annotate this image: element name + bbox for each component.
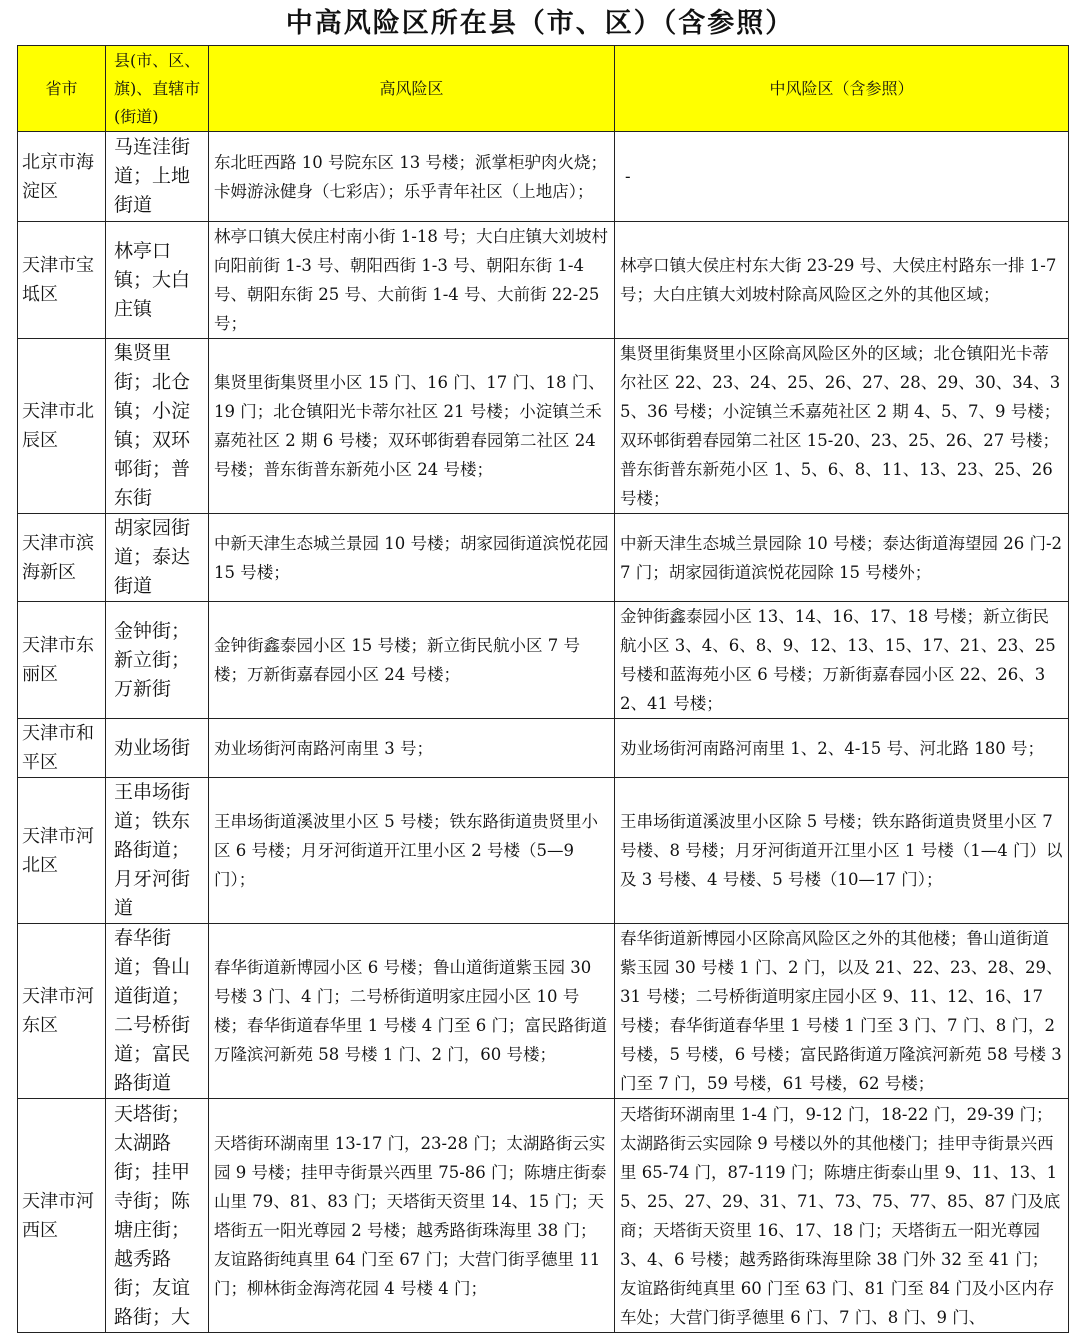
county-cell: 金钟街；新立街；万新街 [106,602,209,719]
table-row [18,778,1069,924]
header-province: 省市 [18,46,106,132]
county-cell: 王串场街道；铁东路街道；月牙河街道 [106,778,209,924]
table-row [18,924,1069,1099]
mid-risk-cell: - [615,132,1069,222]
county-cell: 劝业场街 [106,719,209,778]
county-cell: 林亭口镇；大白庄镇 [106,222,209,339]
header-high-risk: 高风险区 [209,46,615,132]
high-risk-cell: 天塔街环湖南里 13-17 门，23-28 门；太湖路街云实园 9 号楼；挂甲寺街景兴西里 75-86 门；陈塘庄街泰山里 79、81、83 门；天塔街天资里 14、15 门；天塔街五一阳光尊园 2 号楼；越秀路街珠海里 38 门；友谊路街纯真里 64 门至 67 门；大营门街孚德里 11 门；柳林街金海湾花园 4 号楼 4 门； [209,1099,615,1333]
mid-risk-cell: 劝业场街河南路河南里 1、2、4-15 号、河北路 180 号； [615,719,1069,778]
table-row [18,514,1069,602]
county-cell: 春华街道；鲁山道街道；二号桥街道；富民路街道 [106,924,209,1099]
province-cell: 天津市宝坻区 [18,222,106,339]
province-cell: 天津市河西区 [18,1099,106,1333]
high-risk-cell: 林亭口镇大侯庄村南小街 1-18 号；大白庄镇大刘坡村向阳前街 1-3 号、朝阳西街 1-3 号、朝阳东街 1-4 号、朝阳东街 25 号、大前街 1-4 号、大前街 22-25 号； [209,222,615,339]
high-risk-cell: 东北旺西路 10 号院东区 13 号楼；派掌柜驴肉火烧；卡姆游泳健身（七彩店）；乐乎青年社区（上地店）； [209,132,615,222]
mid-risk-cell: 集贤里街集贤里小区除高风险区外的区域；北仓镇阳光卡蒂尔社区 22、23、24、25、26、27、28、29、30、34、35、36 号楼；小淀镇兰禾嘉苑社区 2 期 4、5、7、9 号楼；双环邨街碧春园第二社区 15-20、23、25、26、27 号楼；普东街普东新苑小区 1、5、6、8、11、13、23、25、26 号楼； [615,339,1069,514]
high-risk-cell: 中新天津生态城兰景园 10 号楼；胡家园街道滨悦花园 15 号楼； [209,514,615,602]
table-row [18,719,1069,778]
table-row [18,339,1069,514]
page-title: 中高风险区所在县（市、区）（含参照） [285,8,795,39]
risk-area-table [17,45,1069,1333]
high-risk-cell: 金钟街鑫泰园小区 15 号楼；新立街民航小区 7 号楼；万新街嘉春园小区 24 号楼； [209,602,615,719]
county-cell: 天塔街；太湖路街；挂甲寺街；陈塘庄街；越秀路街；友谊路街；大 [106,1099,209,1333]
mid-risk-cell: 中新天津生态城兰景园除 10 号楼；泰达街道海望园 26 门-27 门；胡家园街道滨悦花园除 15 号楼外； [615,514,1069,602]
table-row [18,602,1069,719]
mid-risk-cell: 春华街道新博园小区除高风险区之外的其他楼；鲁山道街道紫玉园 30 号楼 1 门、2 门，以及 21、22、23、28、29、31 号楼；二号桥街道明家庄园小区 9、11、12、16、17 号楼；春华街道春华里 1 号楼 1 门至 3 门、7 门、8 门，2 号楼，5 号楼，6 号楼；富民路街道万隆滨河新苑 58 号楼 3 门至 7 门，59 号楼，61 号楼，62 号楼； [615,924,1069,1099]
mid-risk-cell: 天塔街环湖南里 1-4 门，9-12 门，18-22 门，29-39 门；太湖路街云实园除 9 号楼以外的其他楼门；挂甲寺街景兴西里 65-74 门，87-119 门；陈塘庄街泰山里 9、11、13、15、25、27、29、31、71、73、75、77、85、87 门及底商；天塔街天资里 16、17、18 门；天塔街五一阳光尊园 3、4、6 号楼；越秀路街珠海里除 38 门外 32 至 41 门；友谊路街纯真里 60 门至 63 门、81 门至 84 门及小区内存车处；大营门街孚德里 6 门、7 门、8 门、9 门、 [615,1099,1069,1333]
high-risk-cell: 春华街道新博园小区 6 号楼；鲁山道街道紫玉园 30 号楼 3 门、4 门；二号桥街道明家庄园小区 10 号楼；春华街道春华里 1 号楼 4 门至 6 门；富民路街道万隆滨河新苑 58 号楼 1 门、2 门，60 号楼； [209,924,615,1099]
province-cell: 天津市和平区 [18,719,106,778]
high-risk-cell: 王串场街道溪波里小区 5 号楼；铁东路街道贵贤里小区 6 号楼；月牙河街道开江里小区 2 号楼（5—9 门）； [209,778,615,924]
county-cell: 胡家园街道；泰达街道 [106,514,209,602]
high-risk-cell: 集贤里街集贤里小区 15 门、16 门、17 门、18 门、19 门；北仓镇阳光卡蒂尔社区 21 号楼；小淀镇兰禾嘉苑社区 2 期 6 号楼；双环邨街碧春园第二社区 24 号楼；普东街普东新苑小区 24 号楼； [209,339,615,514]
mid-risk-cell: 金钟街鑫泰园小区 13、14、16、17、18 号楼；新立街民航小区 3、4、6、8、9、12、13、15、17、21、23、25 号楼和蓝海苑小区 6 号楼；万新街嘉春园小区 22、26、32、41 号楼； [615,602,1069,719]
province-cell: 天津市河北区 [18,778,106,924]
province-cell: 北京市海淀区 [18,132,106,222]
header-county: 县(市、区、旗)、直辖市(街道) [106,46,209,132]
header-mid-risk: 中风险区（含参照） [615,46,1069,132]
mid-risk-cell: 林亭口镇大侯庄村东大街 23-29 号、大侯庄村路东一排 1-7 号；大白庄镇大刘坡村除高风险区之外的其他区域； [615,222,1069,339]
province-cell: 天津市滨海新区 [18,514,106,602]
table-row [18,222,1069,339]
mid-risk-cell: 王串场街道溪波里小区除 5 号楼；铁东路街道贵贤里小区 7 号楼、8 号楼；月牙河街道开江里小区 1 号楼（1—4 门）以及 3 号楼、4 号楼、5 号楼（10—17 门）； [615,778,1069,924]
table-header-row [18,46,1069,132]
table-row [18,132,1069,222]
province-cell: 天津市河东区 [18,924,106,1099]
high-risk-cell: 劝业场街河南路河南里 3 号； [209,719,615,778]
province-cell: 天津市东丽区 [18,602,106,719]
county-cell: 马连洼街道；上地街道 [106,132,209,222]
province-cell: 天津市北辰区 [18,339,106,514]
table-row [18,1099,1069,1333]
county-cell: 集贤里街；北仓镇；小淀镇；双环邨街；普东街 [106,339,209,514]
